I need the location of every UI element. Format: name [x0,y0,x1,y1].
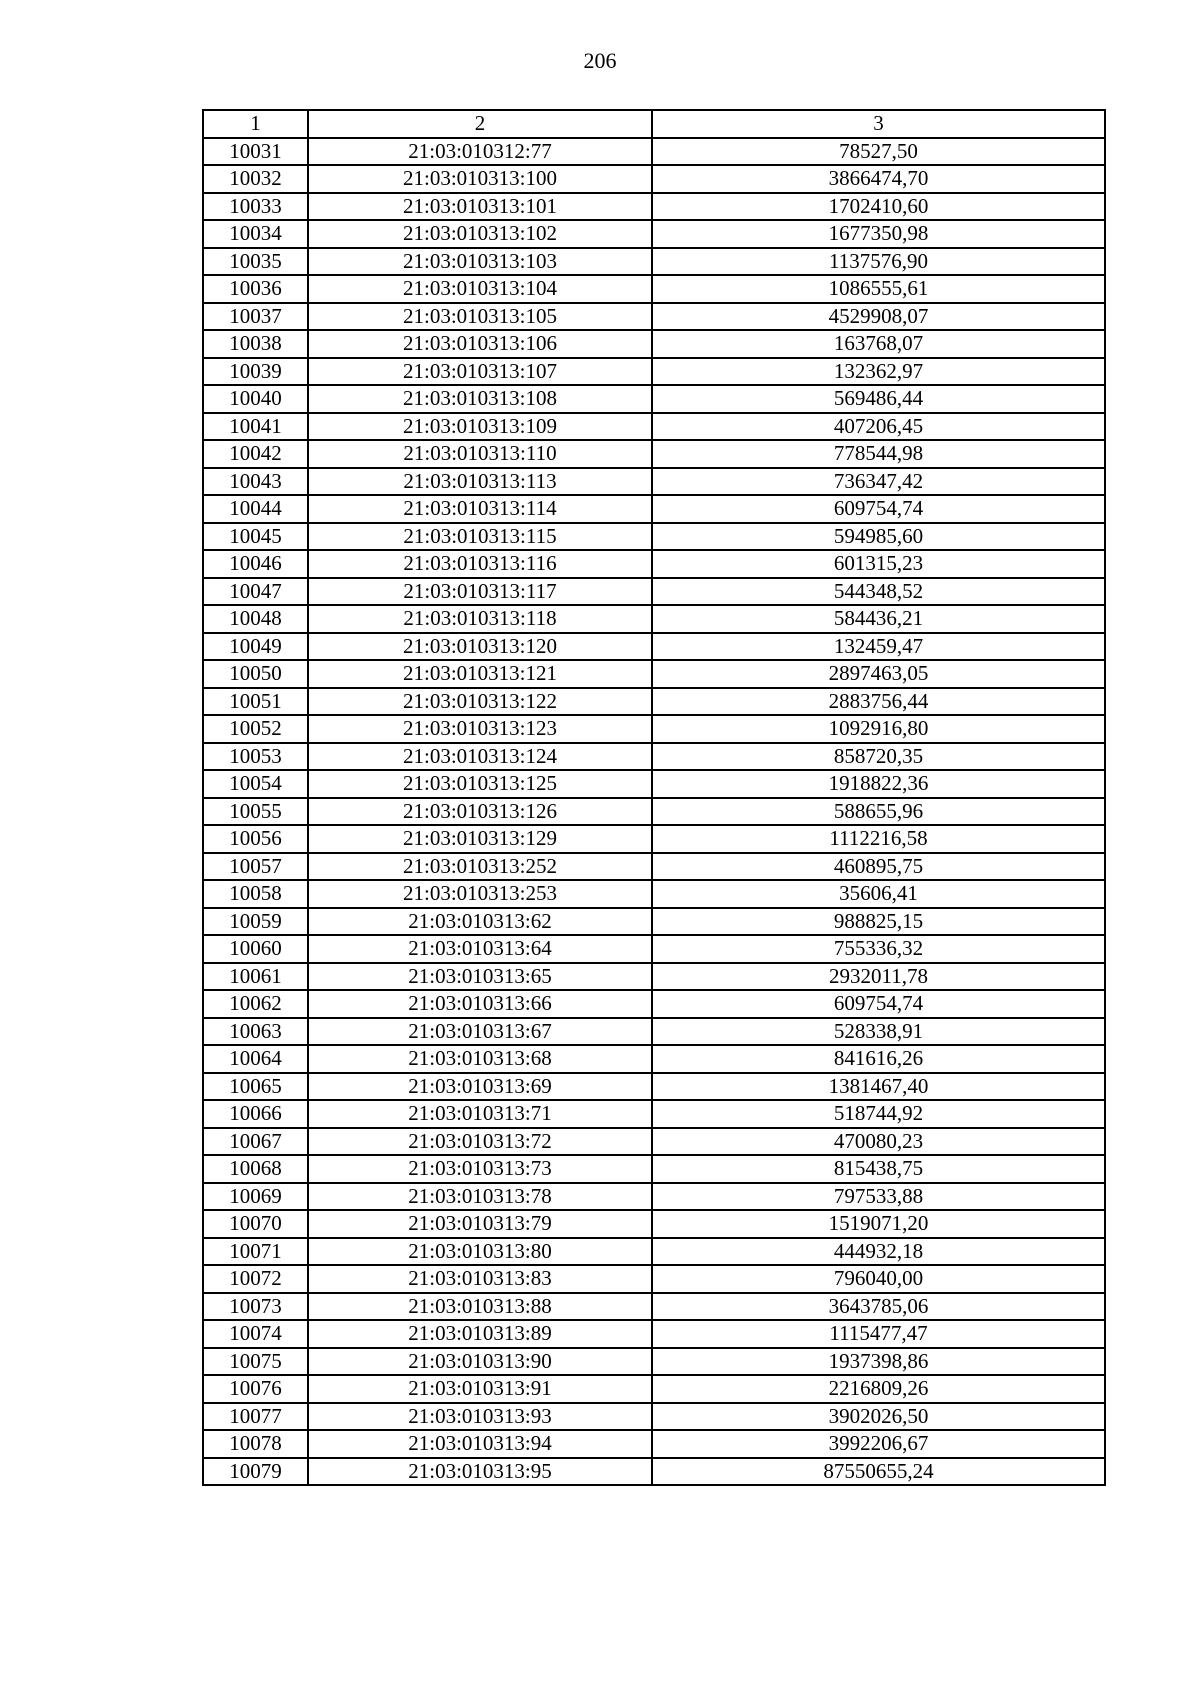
value-cell: 588655,96 [652,798,1105,826]
row-number-cell: 10076 [203,1375,308,1403]
table-row [203,385,1105,413]
table-header-row [203,110,1105,138]
table-row [203,990,1105,1018]
value-cell: 1381467,40 [652,1073,1105,1101]
cadastral-number-cell: 21:03:010313:117 [308,578,652,606]
row-number-cell: 10031 [203,138,308,166]
cadastral-number-cell: 21:03:010313:122 [308,688,652,716]
table-row [203,330,1105,358]
row-number-cell: 10037 [203,303,308,331]
table-row [203,413,1105,441]
cadastral-number-cell: 21:03:010313:107 [308,358,652,386]
value-cell: 460895,75 [652,853,1105,881]
table-row [203,688,1105,716]
cadastral-number-cell: 21:03:010313:129 [308,825,652,853]
cadastral-number-cell: 21:03:010313:83 [308,1265,652,1293]
table-row [203,935,1105,963]
row-number-cell: 10059 [203,908,308,936]
table-row [203,1375,1105,1403]
table-row [203,1155,1105,1183]
value-cell: 796040,00 [652,1265,1105,1293]
table-header [203,110,1105,138]
cadastral-number-cell: 21:03:010313:62 [308,908,652,936]
table-row [203,1128,1105,1156]
value-cell: 1677350,98 [652,220,1105,248]
value-cell: 609754,74 [652,990,1105,1018]
value-cell: 1112216,58 [652,825,1105,853]
row-number-cell: 10057 [203,853,308,881]
value-cell: 584436,21 [652,605,1105,633]
value-cell: 1702410,60 [652,193,1105,221]
row-number-cell: 10049 [203,633,308,661]
cadastral-number-cell: 21:03:010313:64 [308,935,652,963]
value-cell: 163768,07 [652,330,1105,358]
table-row [203,853,1105,881]
row-number-cell: 10077 [203,1403,308,1431]
table-row [203,660,1105,688]
row-number-cell: 10079 [203,1458,308,1486]
table-row [203,1430,1105,1458]
table-row [203,1210,1105,1238]
table-row [203,303,1105,331]
value-cell: 444932,18 [652,1238,1105,1266]
row-number-cell: 10068 [203,1155,308,1183]
value-cell: 815438,75 [652,1155,1105,1183]
value-cell: 797533,88 [652,1183,1105,1211]
table-row [203,880,1105,908]
cadastral-number-cell: 21:03:010313:91 [308,1375,652,1403]
table-row [203,220,1105,248]
row-number-cell: 10033 [203,193,308,221]
cadastral-number-cell: 21:03:010313:78 [308,1183,652,1211]
value-cell: 132362,97 [652,358,1105,386]
row-number-cell: 10056 [203,825,308,853]
column-header-1: 1 [203,110,308,138]
cadastral-number-cell: 21:03:010313:113 [308,468,652,496]
cadastral-number-cell: 21:03:010313:66 [308,990,652,1018]
value-cell: 35606,41 [652,880,1105,908]
cadastral-number-cell: 21:03:010313:121 [308,660,652,688]
row-number-cell: 10041 [203,413,308,441]
row-number-cell: 10051 [203,688,308,716]
row-number-cell: 10065 [203,1073,308,1101]
cadastral-number-cell: 21:03:010313:65 [308,963,652,991]
row-number-cell: 10053 [203,743,308,771]
row-number-cell: 10035 [203,248,308,276]
cadastral-number-cell: 21:03:010313:69 [308,1073,652,1101]
row-number-cell: 10043 [203,468,308,496]
value-cell: 841616,26 [652,1045,1105,1073]
row-number-cell: 10047 [203,578,308,606]
row-number-cell: 10058 [203,880,308,908]
row-number-cell: 10066 [203,1100,308,1128]
row-number-cell: 10040 [203,385,308,413]
value-cell: 736347,42 [652,468,1105,496]
value-cell: 4529908,07 [652,303,1105,331]
row-number-cell: 10060 [203,935,308,963]
value-cell: 528338,91 [652,1018,1105,1046]
row-number-cell: 10061 [203,963,308,991]
cadastral-number-cell: 21:03:010313:95 [308,1458,652,1486]
row-number-cell: 10052 [203,715,308,743]
table-row [203,550,1105,578]
value-cell: 1115477,47 [652,1320,1105,1348]
table-row [203,1320,1105,1348]
value-cell: 1918822,36 [652,770,1105,798]
value-cell: 1519071,20 [652,1210,1105,1238]
value-cell: 594985,60 [652,523,1105,551]
cadastral-number-cell: 21:03:010313:103 [308,248,652,276]
cadastral-number-cell: 21:03:010313:100 [308,165,652,193]
page-number: 206 [583,48,617,73]
cadastral-number-cell: 21:03:010313:125 [308,770,652,798]
value-cell: 544348,52 [652,578,1105,606]
cadastral-number-cell: 21:03:010313:71 [308,1100,652,1128]
table-row [203,523,1105,551]
cadastral-number-cell: 21:03:010313:93 [308,1403,652,1431]
cadastral-number-cell: 21:03:010313:106 [308,330,652,358]
cadastral-number-cell: 21:03:010313:115 [308,523,652,551]
cadastral-number-cell: 21:03:010313:73 [308,1155,652,1183]
value-cell: 2216809,26 [652,1375,1105,1403]
table-row [203,633,1105,661]
row-number-cell: 10064 [203,1045,308,1073]
table-row [203,1183,1105,1211]
table-row [203,1293,1105,1321]
value-cell: 1086555,61 [652,275,1105,303]
table-row [203,1238,1105,1266]
cadastral-number-cell: 21:03:010313:114 [308,495,652,523]
cadastral-number-cell: 21:03:010313:101 [308,193,652,221]
value-cell: 78527,50 [652,138,1105,166]
value-cell: 569486,44 [652,385,1105,413]
table-row [203,605,1105,633]
cadastral-number-cell: 21:03:010313:72 [308,1128,652,1156]
value-cell: 518744,92 [652,1100,1105,1128]
value-cell: 132459,47 [652,633,1105,661]
row-number-cell: 10067 [203,1128,308,1156]
table-row [203,1073,1105,1101]
row-number-cell: 10050 [203,660,308,688]
row-number-cell: 10042 [203,440,308,468]
table-row [203,1403,1105,1431]
value-cell: 407206,45 [652,413,1105,441]
value-cell: 988825,15 [652,908,1105,936]
table-row [203,495,1105,523]
value-cell: 2932011,78 [652,963,1105,991]
value-cell: 601315,23 [652,550,1105,578]
cadastral-number-cell: 21:03:010313:116 [308,550,652,578]
value-cell: 3643785,06 [652,1293,1105,1321]
cadastral-number-cell: 21:03:010313:253 [308,880,652,908]
table-row [203,770,1105,798]
cadastral-number-cell: 21:03:010313:126 [308,798,652,826]
value-cell: 755336,32 [652,935,1105,963]
table-row [203,193,1105,221]
table-row [203,468,1105,496]
table-row [203,1265,1105,1293]
column-header-3: 3 [652,110,1105,138]
value-cell: 470080,23 [652,1128,1105,1156]
cadastral-number-cell: 21:03:010313:67 [308,1018,652,1046]
table-row [203,1100,1105,1128]
cadastral-number-cell: 21:03:010313:120 [308,633,652,661]
cadastral-number-cell: 21:03:010313:90 [308,1348,652,1376]
cadastral-number-cell: 21:03:010313:88 [308,1293,652,1321]
cadastral-number-cell: 21:03:010313:105 [308,303,652,331]
table-row [203,275,1105,303]
row-number-cell: 10039 [203,358,308,386]
row-number-cell: 10036 [203,275,308,303]
value-cell: 2897463,05 [652,660,1105,688]
value-cell: 3866474,70 [652,165,1105,193]
cadastral-number-cell: 21:03:010313:110 [308,440,652,468]
table-body [203,138,1105,1486]
value-cell: 1937398,86 [652,1348,1105,1376]
cadastral-number-cell: 21:03:010313:123 [308,715,652,743]
cadastral-number-cell: 21:03:010313:108 [308,385,652,413]
column-header-2: 2 [308,110,652,138]
table-row [203,825,1105,853]
cadastral-number-cell: 21:03:010313:109 [308,413,652,441]
table-row [203,248,1105,276]
cadastral-number-cell: 21:03:010313:94 [308,1430,652,1458]
table-row [203,165,1105,193]
row-number-cell: 10045 [203,523,308,551]
table-row [203,138,1105,166]
cadastral-number-cell: 21:03:010313:102 [308,220,652,248]
row-number-cell: 10070 [203,1210,308,1238]
table-row [203,1018,1105,1046]
row-number-cell: 10054 [203,770,308,798]
row-number-cell: 10074 [203,1320,308,1348]
row-number-cell: 10063 [203,1018,308,1046]
row-number-cell: 10055 [203,798,308,826]
table-row [203,1348,1105,1376]
row-number-cell: 10075 [203,1348,308,1376]
row-number-cell: 10078 [203,1430,308,1458]
value-cell: 1137576,90 [652,248,1105,276]
row-number-cell: 10069 [203,1183,308,1211]
table-row [203,715,1105,743]
cadastral-number-cell: 21:03:010312:77 [308,138,652,166]
table-row [203,440,1105,468]
table-row [203,908,1105,936]
table-row [203,1045,1105,1073]
value-cell: 3902026,50 [652,1403,1105,1431]
cadastral-number-cell: 21:03:010313:252 [308,853,652,881]
row-number-cell: 10048 [203,605,308,633]
cadastral-number-cell: 21:03:010313:118 [308,605,652,633]
table-row [203,578,1105,606]
row-number-cell: 10044 [203,495,308,523]
cadastral-number-cell: 21:03:010313:124 [308,743,652,771]
table-row [203,963,1105,991]
row-number-cell: 10038 [203,330,308,358]
cadastral-number-cell: 21:03:010313:89 [308,1320,652,1348]
table-row [203,743,1105,771]
cadastral-number-cell: 21:03:010313:80 [308,1238,652,1266]
value-cell: 87550655,24 [652,1458,1105,1486]
value-cell: 778544,98 [652,440,1105,468]
row-number-cell: 10034 [203,220,308,248]
row-number-cell: 10032 [203,165,308,193]
cadastral-number-cell: 21:03:010313:68 [308,1045,652,1073]
row-number-cell: 10062 [203,990,308,1018]
value-cell: 858720,35 [652,743,1105,771]
value-cell: 3992206,67 [652,1430,1105,1458]
row-number-cell: 10073 [203,1293,308,1321]
row-number-cell: 10072 [203,1265,308,1293]
data-table [202,109,1106,1486]
table-row [203,1458,1105,1486]
cadastral-number-cell: 21:03:010313:104 [308,275,652,303]
value-cell: 2883756,44 [652,688,1105,716]
table-row [203,798,1105,826]
value-cell: 1092916,80 [652,715,1105,743]
row-number-cell: 10046 [203,550,308,578]
value-cell: 609754,74 [652,495,1105,523]
row-number-cell: 10071 [203,1238,308,1266]
table-row [203,358,1105,386]
cadastral-number-cell: 21:03:010313:79 [308,1210,652,1238]
